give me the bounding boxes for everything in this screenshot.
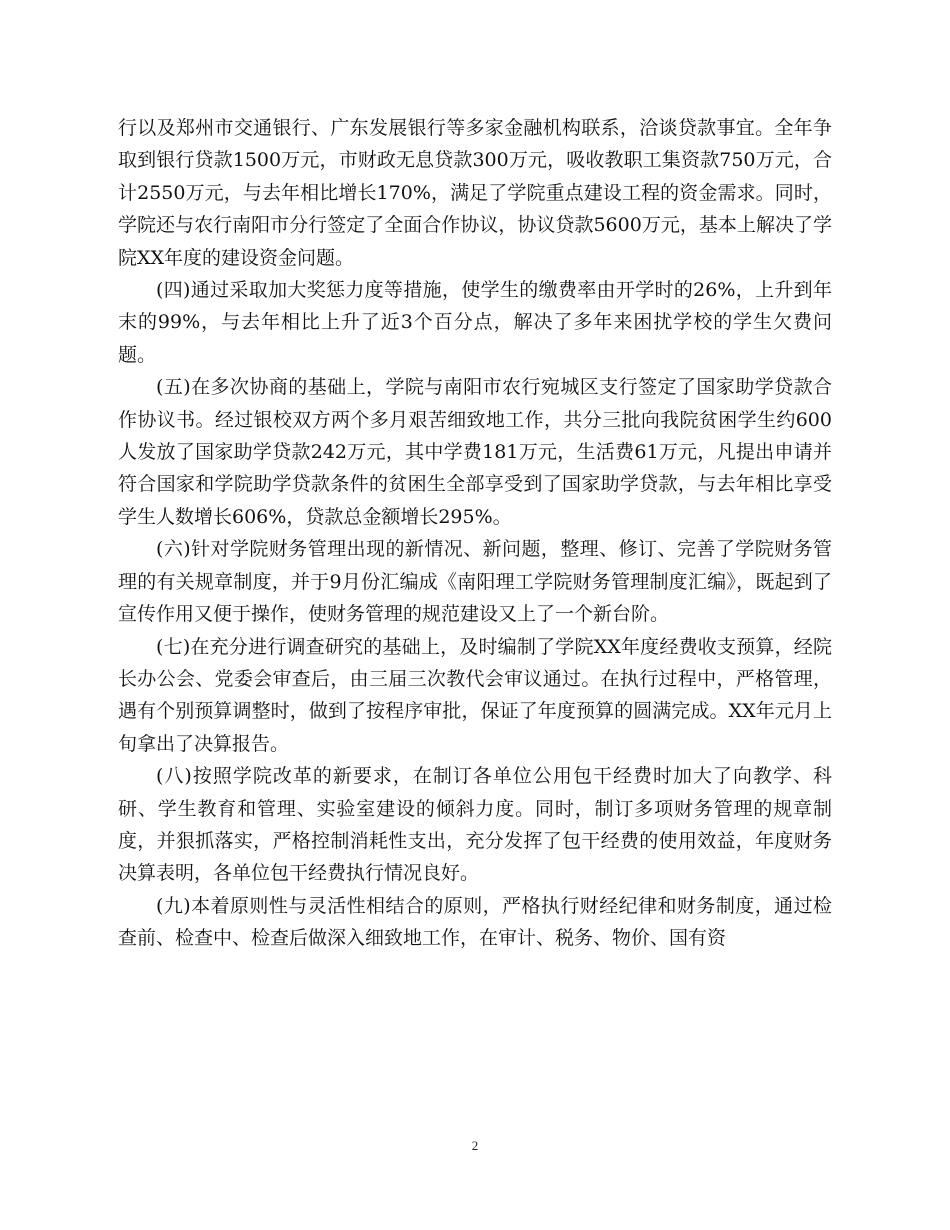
paragraph-5: (七)在充分进行调查研究的基础上，及时编制了学院XX年度经费收支预算，经院长办公会、党委会审查后，由三届三次教代会审议通过。在执行过程中，严格管理，遇有个别预算调整时，做到了按程序审批，保证了年度预算的圆满完成。XX年元月上旬拿出了决算报告。: [118, 635, 832, 755]
paragraph-7: (九)本着原则性与灵活性相结合的原则，严格执行财经纪律和财务制度，通过检查前、检查中、检查后做深入细致地工作，在审计、税务、物价、国有资: [118, 894, 832, 950]
page-number: 2: [471, 1138, 479, 1153]
paragraph-4: (六)针对学院财务管理出现的新情况、新问题，整理、修订、完善了学院财务管理的有关规章制度，并于9月份汇编成《南阳理工学院财务管理制度汇编》，既起到了宣传作用又便于操作，使财务管理的规范建设又上了一个新台阶。: [118, 538, 832, 626]
paragraph-1: 行以及郑州市交通银行、广东发展银行等多家金融机构联系，洽谈贷款事宜。全年争取到银行贷款1500万元，市财政无息贷款300万元，吸收教职工集资款750万元，合计2550万元，与去年相比增长170%，满足了学院重点建设工程的资金需求。同时，学院还与农行南阳市分行签定了全面合作协议，协议贷款5600万元，基本上解决了学院XX年度的建设资金问题。: [118, 117, 832, 269]
body-text: [118, 112, 832, 955]
paragraph-2: (四)通过采取加大奖惩力度等措施，使学生的缴费率由开学时的26%，上升到年末的99%，与去年相比上升了近3个百分点，解决了多年来困扰学校的学生欠费问题。: [118, 279, 832, 366]
paragraph-3: (五)在多次协商的基础上，学院与南阳市农行宛城区支行签定了国家助学贷款合作协议书。经过银校双方两个多月艰苦细致地工作，共分三批向我院贫困学生约600人发放了国家助学贷款242万元，其中学费181万元，生活费61万元，凡提出申请并符合国家和学院助学贷款条件的贫困生全部享受到了国家助学贷款，与去年相比享受学生人数增长606%，贷款总金额增长295%。: [118, 376, 832, 528]
paragraph-6: (八)按照学院改革的新要求，在制订各单位公用包干经费时加大了向教学、科研、学生教育和管理、实验室建设的倾斜力度。同时，制订多项财务管理的规章制度，并狠抓落实，严格控制消耗性支出，充分发挥了包干经费的使用效益，年度财务决算表明，各单位包干经费执行情况良好。: [118, 765, 832, 885]
